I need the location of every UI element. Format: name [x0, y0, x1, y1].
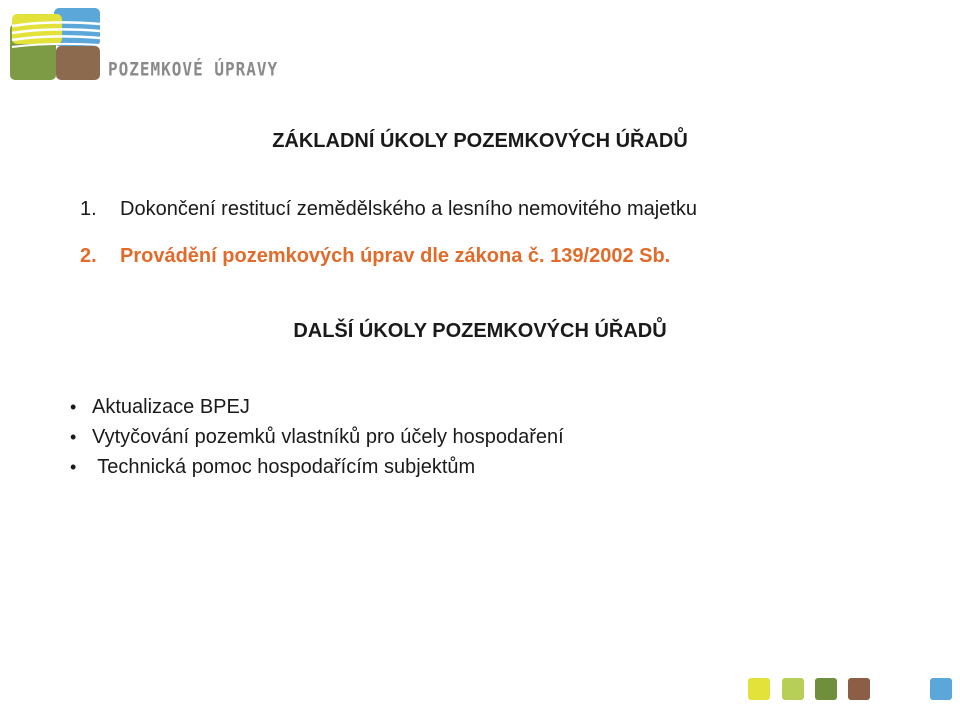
footer-square-olive [815, 678, 837, 700]
bullet-icon: • [70, 427, 77, 447]
list-item [70, 452, 564, 482]
logo-brown-block [56, 46, 100, 80]
list-item-text: Aktualizace BPEJ [92, 396, 250, 418]
list-item-number: 2. [80, 245, 97, 267]
primary-tasks-list [80, 196, 697, 290]
list-item-text: Technická pomoc hospodařícím subjektům [92, 456, 476, 478]
list-item-number: 1. [80, 198, 97, 220]
logo-mark-icon [10, 6, 102, 82]
footer-square-blue [930, 678, 952, 700]
footer-color-squares [0, 678, 960, 702]
main-heading: ZÁKLADNÍ ÚKOLY POZEMKOVÝCH ÚŘADŮ [272, 130, 688, 152]
list-item-text: Dokončení restitucí zemědělského a lesního nemovitého majetku [120, 198, 697, 220]
list-item [70, 422, 564, 452]
list-item [80, 196, 697, 222]
secondary-heading: DALŠÍ ÚKOLY POZEMKOVÝCH ÚŘADŮ [293, 320, 667, 342]
footer-square-lightgreen [782, 678, 804, 700]
list-item [70, 392, 564, 422]
logo-text: POZEMKOVÉ ÚPRAVY [108, 58, 279, 80]
list-item-text: Provádění pozemkových úprav dle zákona č. 139/2002 Sb. [120, 245, 671, 267]
list-item-highlighted [80, 243, 697, 269]
pozemkove-upravy-logo [10, 6, 280, 86]
list-item-text: Vytyčování pozemků vlastníků pro účely hospodaření [92, 426, 564, 448]
bullet-icon: • [70, 457, 77, 477]
secondary-tasks-list [70, 392, 564, 482]
footer-square-brown [848, 678, 870, 700]
footer-square-yellow [748, 678, 770, 700]
bullet-icon: • [70, 397, 77, 417]
